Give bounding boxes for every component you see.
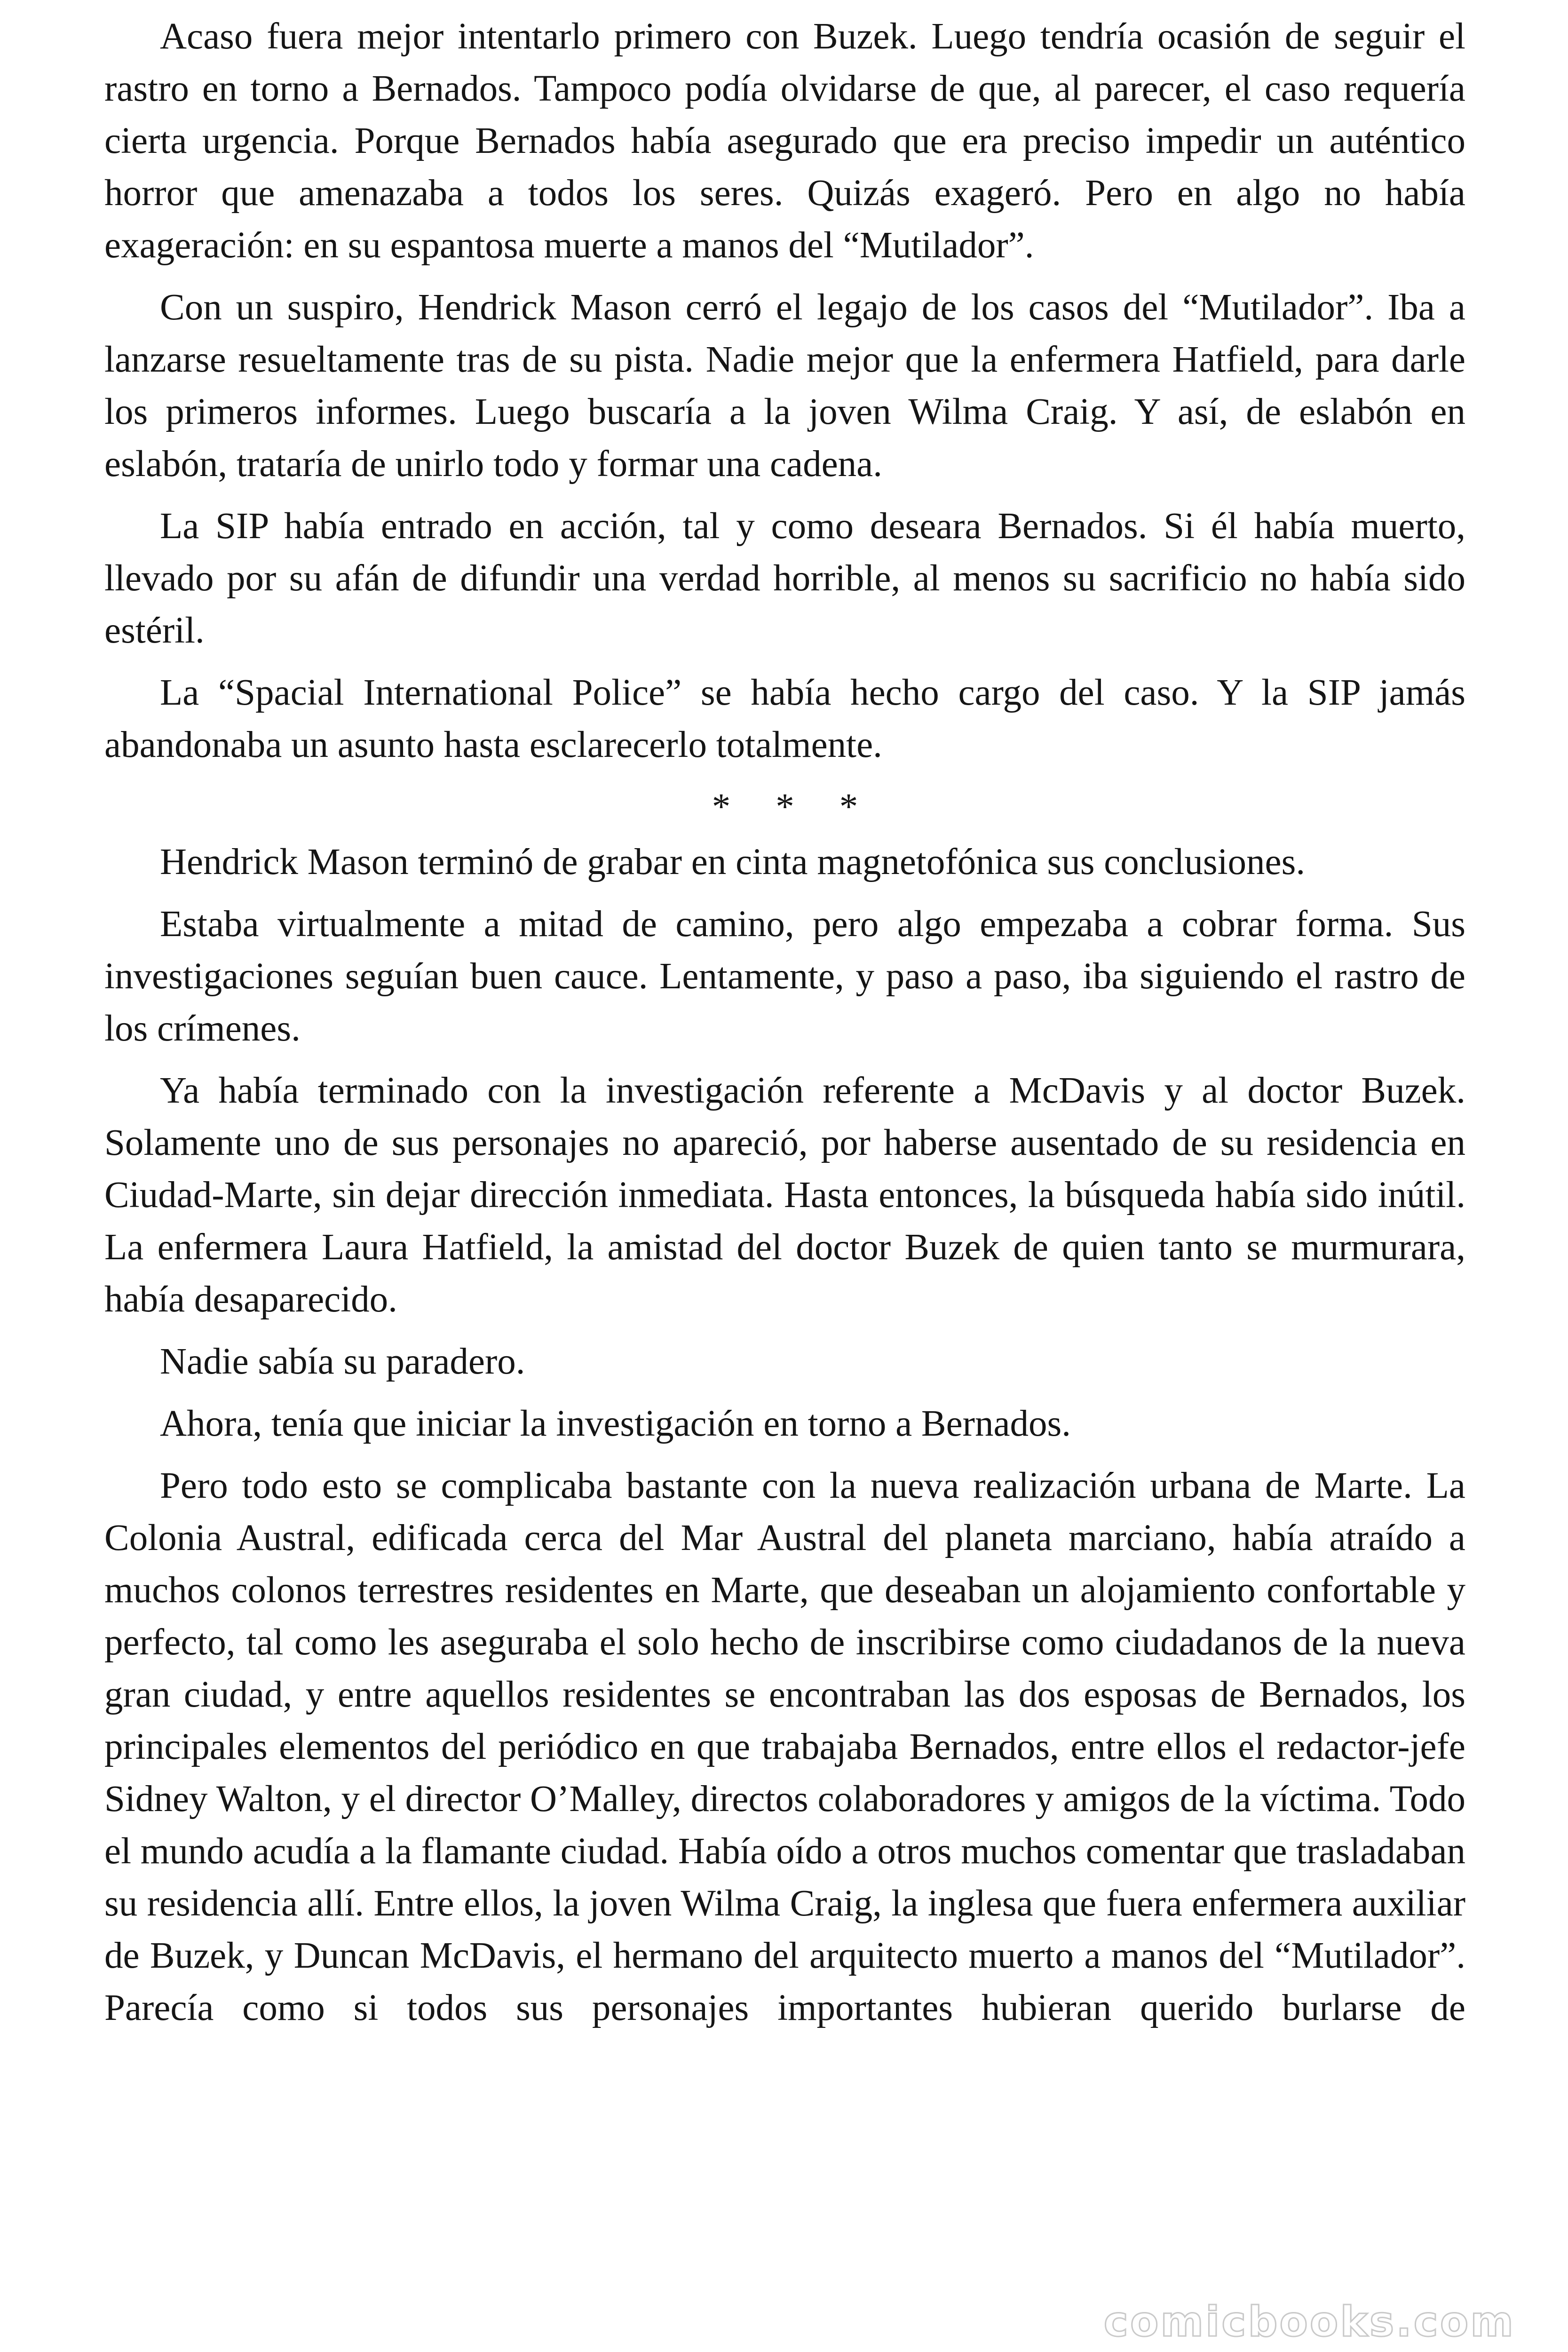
paragraph-4: La “Spacial International Police” se había hecho cargo del caso. Y la SIP jamás abandonaba un asunto hasta esclarecerlo totalmente. (104, 672, 1465, 765)
book-page (104, 10, 1465, 2044)
separator-asterisk: * (776, 787, 794, 827)
separator-asterisk: * (839, 787, 858, 827)
paragraph-2: Con un suspiro, Hendrick Mason cerró el legajo de los casos del “Mutilador”. Iba a lanzarse resueltamente tras de su pista. Nadie mejor que la enfermera Hatfield, para darle los primeros informes. Luego buscaría a la joven Wilma Craig. Y así, de eslabón en eslabón, trataría de unirlo todo y formar una cadena. (104, 287, 1465, 485)
paragraph-1: Acaso fuera mejor intentarlo primero con Buzek. Luego tendría ocasión de seguir el rastro en torno a Bernados. Tampoco podía olvidarse de que, al parecer, el caso requería cierta urgencia. Porque Bernados había asegurado que era preciso impedir un auténtico horror que amenazaba a todos los seres. Quizás exageró. Pero en algo no había exageración: en su espantosa muerte a manos del “Mutilador”. (104, 16, 1465, 266)
paragraph-7: Ya había terminado con la investigación referente a McDavis y al doctor Buzek. Solamente uno de sus personajes no apareció, por haberse ausentado de su residencia en Ciudad-Marte, sin dejar dirección inmediata. Hasta entonces, la búsqueda había sido inútil. La enfermera Laura Hatfield, la amistad del doctor Buzek de quien tanto se murmurara, había desaparecido. (104, 1070, 1465, 1320)
section-separator (104, 781, 1465, 833)
paragraph-10: Pero todo esto se complicaba bastante con la nueva realización urbana de Marte. La Colonia Austral, edificada cerca del Mar Austral del planeta marciano, había atraído a muchos colonos terrestres residentes en Marte, que deseaban un alojamiento confortable y perfecto, tal como les aseguraba el solo hecho de inscribirse como ciudadanos de la nueva gran ciudad, y entre aquellos residentes se encontraban las dos esposas de Bernados, los principales elementos del periódico en que trabajaba Bernados, entre ellos el redactor-jefe Sidney Walton, y el director O’Malley, directos colaboradores y amigos de la víctima. Todo el mundo acudía a la flamante ciudad. Había oído a otros muchos comentar que trasladaban su residencia allí. Entre ellos, la joven Wilma Craig, la inglesa que fuera enfermera auxiliar de Buzek, y Duncan McDavis, el hermano del arquitecto muerto a manos del “Mutilador”. Parecía como si todos sus personajes importantes hubieran querido burlarse de (104, 1465, 1465, 2028)
paragraph-6: Estaba virtualmente a mitad de camino, pero algo empezaba a cobrar forma. Sus investigaciones seguían buen cauce. Lentamente, y paso a paso, iba siguiendo el rastro de los crímenes. (104, 904, 1465, 1049)
separator-asterisk: * (712, 787, 731, 827)
paragraph-3: La SIP había entrado en acción, tal y como deseara Bernados. Si él había muerto, llevado por su afán de difundir una verdad horrible, al menos su sacrificio no había sido estéril. (104, 506, 1465, 651)
paragraph-5: Hendrick Mason terminó de grabar en cinta magnetofónica sus conclusiones. (160, 842, 1306, 882)
paragraph-9: Ahora, tenía que iniciar la investigación en torno a Bernados. (160, 1403, 1071, 1444)
paragraph-8: Nadie sabía su paradero. (160, 1341, 525, 1382)
watermark: comicbooks.com (1103, 2297, 1515, 2346)
